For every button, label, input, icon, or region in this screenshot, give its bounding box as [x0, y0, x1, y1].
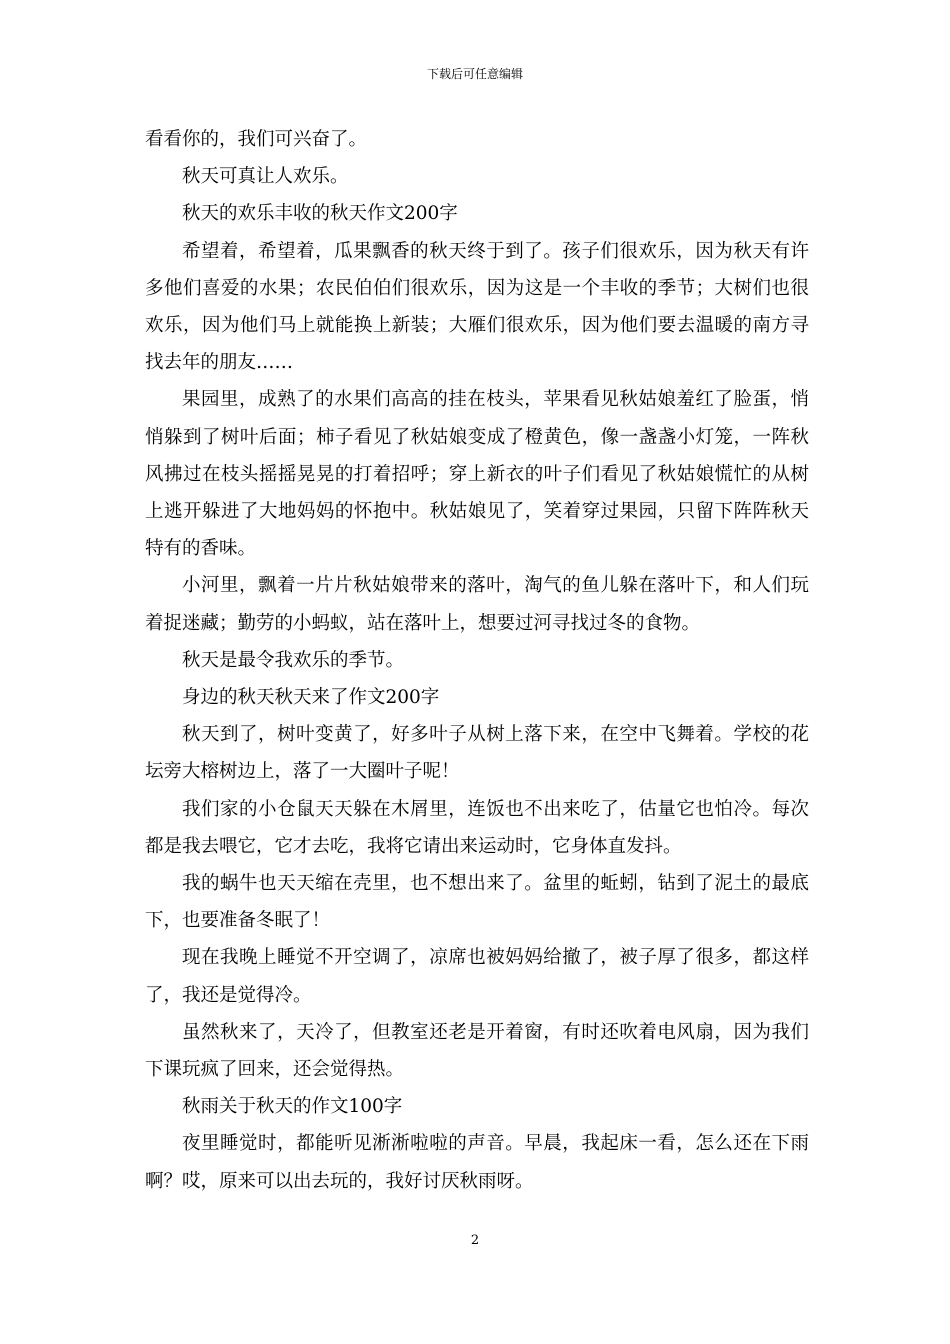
- essay-title: 身边的秋天秋天来了作文200字: [182, 687, 440, 709]
- essay-title: 秋天的欢乐丰收的秋天作文200字: [182, 203, 458, 225]
- paragraph: 小河里，飘着一片片秋姑娘带来的落叶，淘气的鱼儿躲在落叶下，和人们玩着捉迷藏；勤劳的小蚂蚁，站在落叶上，想要过河寻找过冬的食物。: [145, 575, 809, 634]
- paragraph: 看看你的，我们可兴奋了。: [145, 129, 368, 150]
- essay-title: 秋雨关于秋天的作文100字: [182, 1096, 403, 1118]
- paragraph: 虽然秋来了，天冷了，但教室还老是开着窗，有时还吹着电风扇，因为我们下课玩疯了回来，还会觉得热。: [145, 1021, 809, 1081]
- body-text: [145, 121, 809, 1200]
- paragraph: 夜里睡觉时，都能听见淅淅啦啦的声音。早晨，我起床一看，怎么还在下雨啊？哎，原来可以出去玩的，我好讨厌秋雨呀。: [145, 1133, 809, 1192]
- page-number: 2: [470, 1233, 480, 1248]
- paragraph: 我的蜗牛也天天缩在壳里，也不想出来了。盆里的蚯蚓，钻到了泥土的最底下，也要准备冬眠了！: [145, 873, 809, 932]
- paragraph: 秋天到了，树叶变黄了，好多叶子从树上落下来，在空中飞舞着。学校的花坛旁大榕树边上，落了一大圈叶子呢！: [145, 724, 809, 783]
- paragraph: 现在我晚上睡觉不开空调了，凉席也被妈妈给撤了，被子厚了很多，都这样了，我还是觉得冷。: [145, 947, 809, 1006]
- paragraph: 我们家的小仓鼠天天躲在木屑里，连饭也不出来吃了，估量它也怕冷。每次都是我去喂它，它才去吃，我将它请出来运动时，它身体直发抖。: [145, 798, 809, 857]
- page-header: 下载后可任意编辑: [426, 67, 523, 81]
- paragraph: 果园里，成熟了的水果们高高的挂在枝头，苹果看见秋姑娘羞红了脸蛋，悄悄躲到了树叶后面；柿子看见了秋姑娘变成了橙黄色，像一盏盏小灯笼，一阵秋风拂过在枝头摇摇晃晃的打着招呼；穿上新衣的叶子们看见了秋姑娘慌忙的从树上逃开躲进了大地妈妈的怀抱中。秋姑娘见了，笑着穿过果园，只留下阵阵秋天特有的香味。: [145, 389, 809, 560]
- paragraph: 希望着，希望着，瓜果飘香的秋天终于到了。孩子们很欢乐，因为秋天有许多他们喜爱的水果；农民伯伯们很欢乐，因为这是一个丰收的季节；大树们也很欢乐，因为他们马上就能换上新装；大雁们很欢乐，因为他们要去温暖的南方寻找去年的朋友……: [145, 240, 809, 374]
- paragraph: 秋天是最令我欢乐的季节。: [182, 649, 405, 671]
- paragraph: 秋天可真让人欢乐。: [182, 166, 349, 188]
